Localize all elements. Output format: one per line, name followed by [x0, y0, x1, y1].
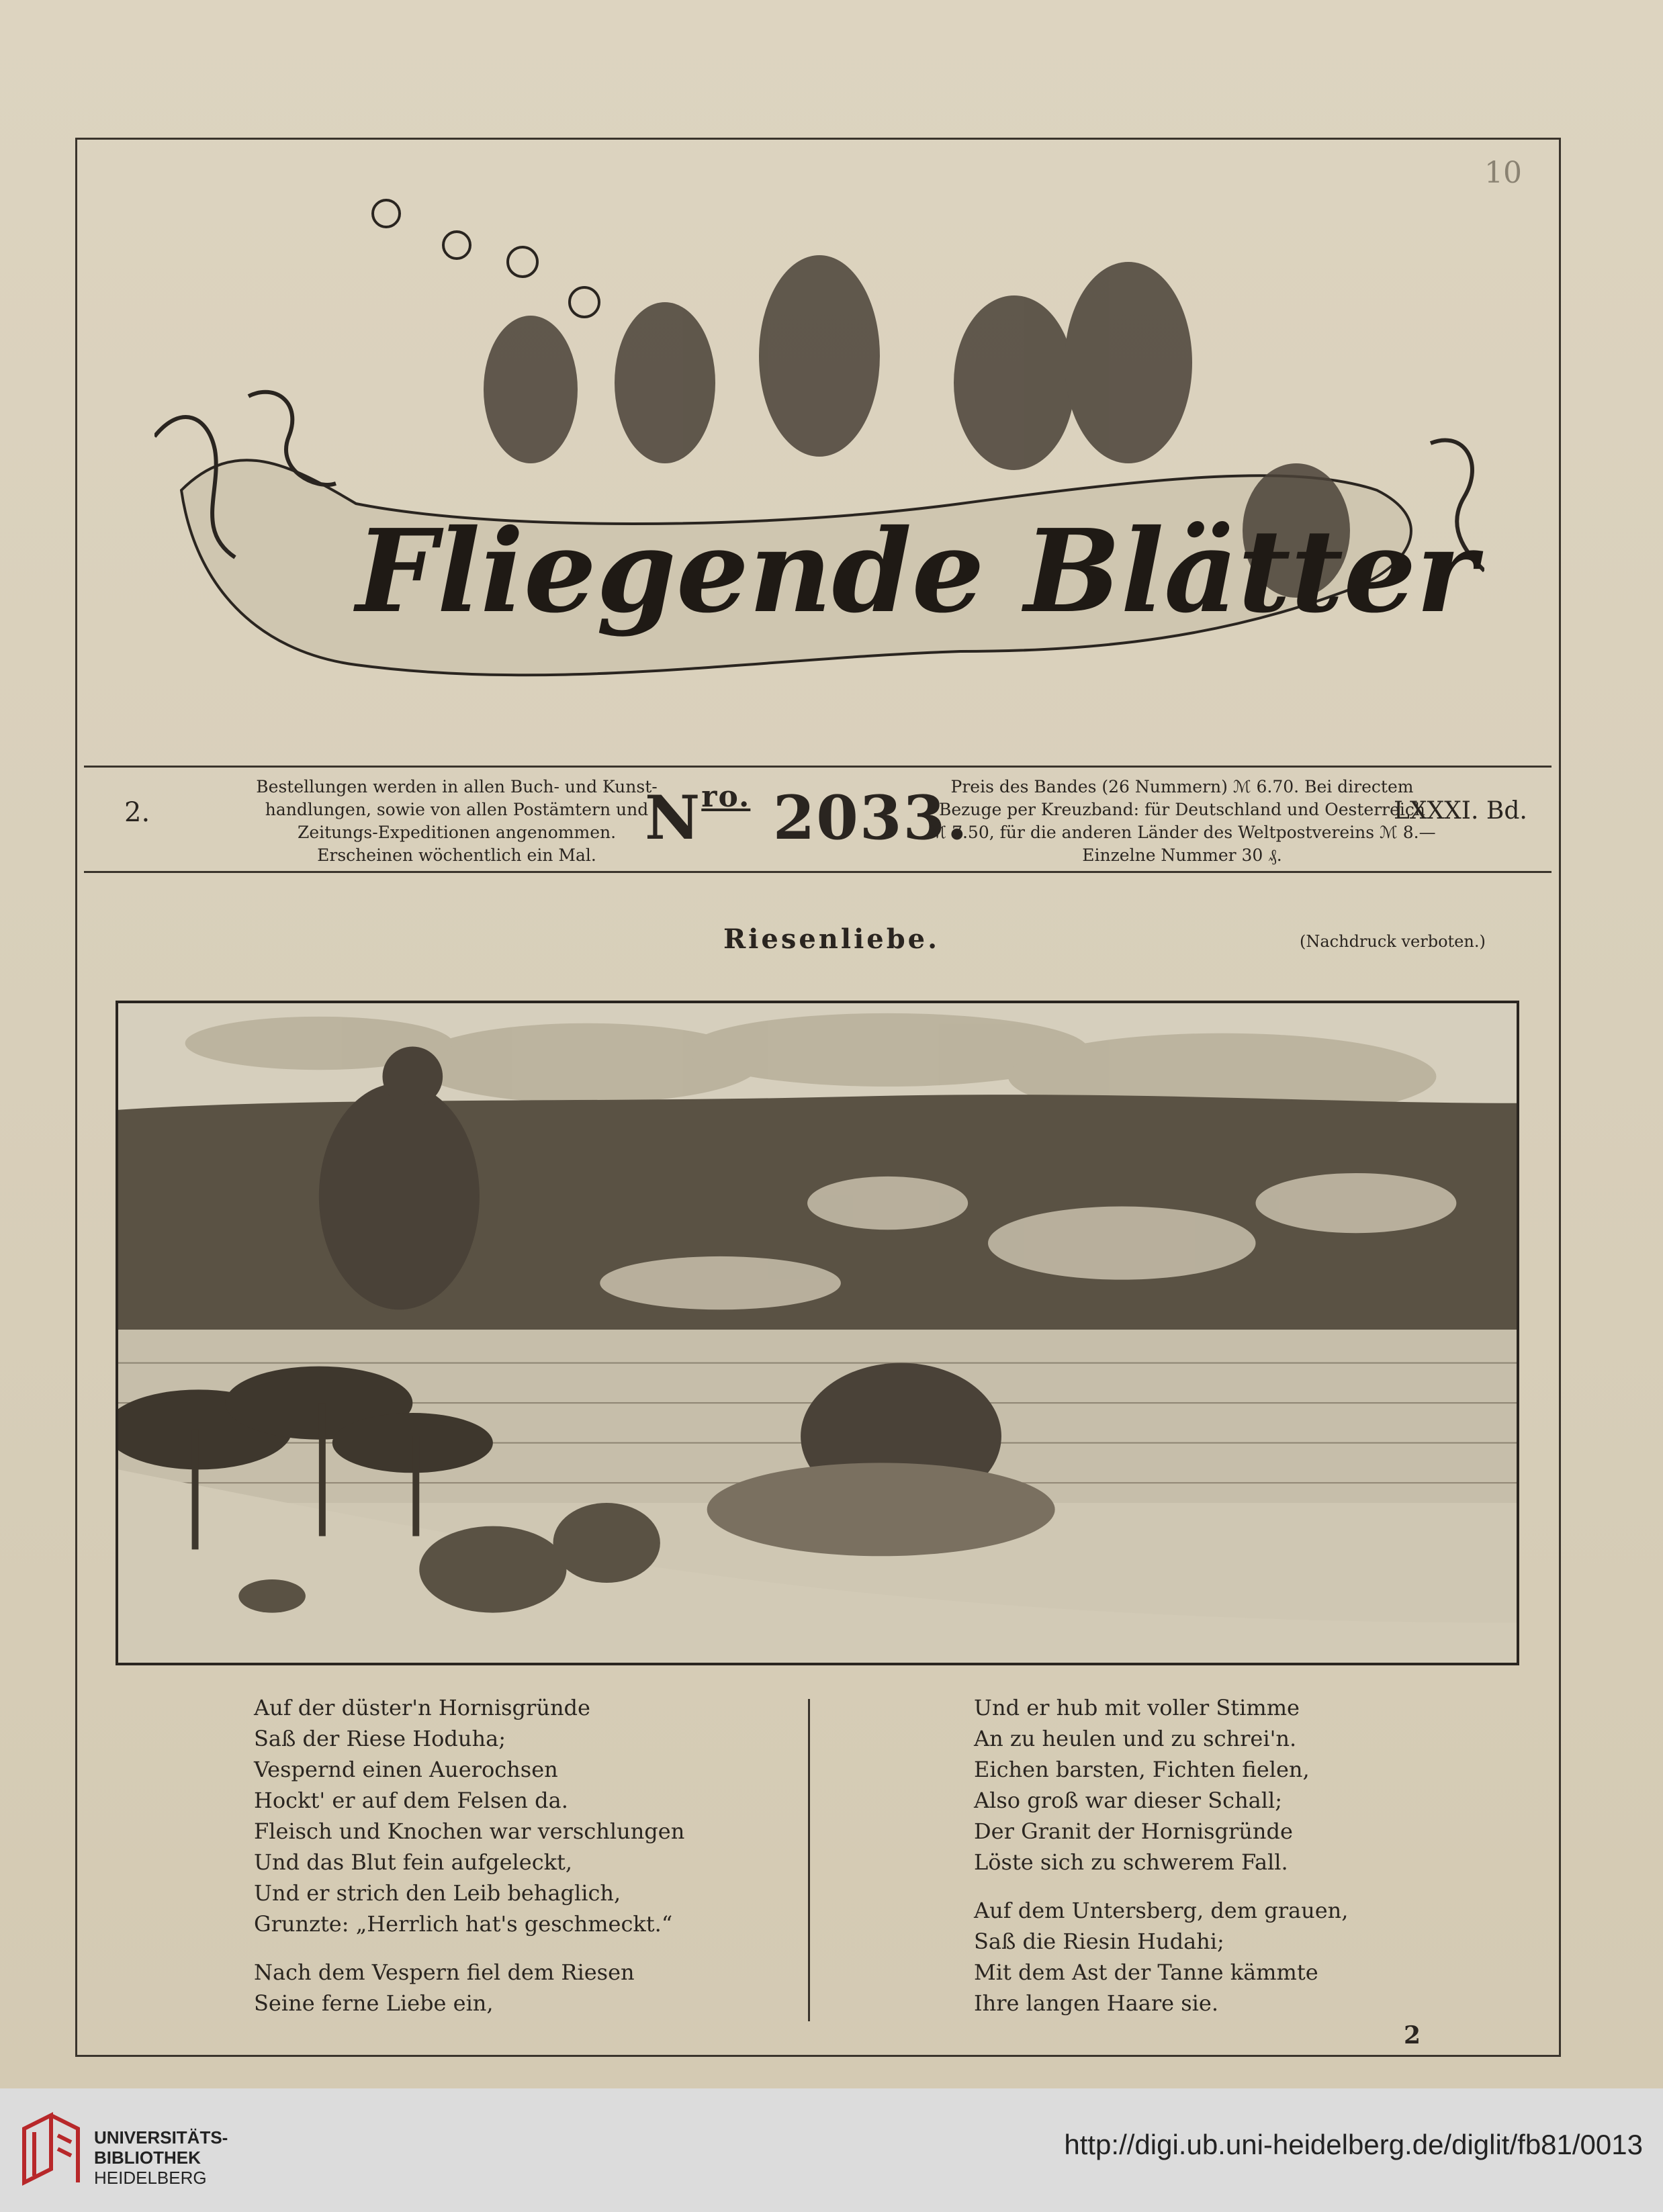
order-info — [191, 776, 722, 867]
poem-line: Und das Blut fein aufgeleckt, — [254, 1849, 573, 1875]
poem-line: Also groß war dieser Schall; — [974, 1788, 1282, 1813]
poem-line: Saß der Riese Hoduha; — [254, 1726, 506, 1751]
article-title: Riesenliebe. — [723, 923, 940, 955]
poem-line: Nach dem Vespern fiel dem Riesen — [254, 1960, 635, 1985]
nr-prefix: N — [645, 782, 702, 854]
price-line: Preis des Bandes (26 Nummern) ℳ 6.70. Bei directem — [950, 777, 1414, 796]
nr-value: 2033. — [772, 782, 969, 854]
stanza — [974, 1692, 1348, 1878]
order-line: Erscheinen wöchentlich ein Mal. — [317, 845, 596, 865]
masthead-illustration — [154, 181, 1484, 719]
stanza — [974, 1895, 1348, 2019]
stanza — [254, 1692, 684, 1939]
poem-line: Hockt' er auf dem Felsen da. — [254, 1788, 568, 1813]
soap-bubbles — [373, 200, 599, 317]
poem-line: Und er strich den Leib behaglich, — [254, 1880, 621, 1906]
nr-sup: ro. — [701, 780, 751, 814]
masthead — [154, 181, 1484, 719]
poem-line: Mit dem Ast der Tanne kämmte — [974, 1960, 1318, 1985]
giant-illustration — [116, 1001, 1519, 1665]
column-divider — [808, 1699, 810, 2021]
reprint-notice: (Nachdruck verboten.) — [1300, 932, 1486, 951]
library-line: UNIVERSITÄTS- — [94, 2127, 228, 2148]
volume-number: LXXXI. Bd. — [1394, 797, 1527, 825]
price-info — [917, 776, 1447, 867]
poem-line: Auf dem Untersberg, dem grauen, — [974, 1898, 1349, 1923]
price-line: Bezuge per Kreuzband: für Deutschland und Oesterreich — [939, 800, 1425, 819]
poem-line: Eichen barsten, Fichten fielen, — [974, 1757, 1310, 1782]
library-line: BIBLIOTHEK — [94, 2148, 201, 2168]
poem-line: Grunzte: „Herrlich hat's geschmeckt.“ — [254, 1911, 673, 1937]
stanza — [254, 1957, 684, 2019]
order-line: handlungen, sowie von allen Postämtern und — [265, 800, 649, 819]
poem-right-column — [974, 1692, 1348, 2036]
poem-line: Auf der düster'n Hornisgründe — [254, 1695, 590, 1720]
masthead-title: Fliegende Blätter — [356, 504, 1477, 639]
engraving-scene — [118, 1003, 1517, 1663]
poem-line: Und er hub mit voller Stimme — [974, 1695, 1300, 1720]
library-name — [94, 2127, 228, 2188]
library-logo-icon — [17, 2109, 85, 2189]
library-footer — [0, 2088, 1663, 2212]
poem-line: Vespernd einen Auerochsen — [254, 1757, 558, 1782]
poem-line: Saß die Riesin Hudahi; — [974, 1929, 1224, 1954]
signature-mark: 2 — [1404, 2021, 1421, 2049]
poem-line: Ihre langen Haare sie. — [974, 1990, 1219, 2016]
poem-line: Seine ferne Liebe ein, — [254, 1990, 494, 2016]
order-line: Zeitungs-Expeditionen angenommen. — [297, 823, 617, 842]
poem-line: An zu heulen und zu schrei'n. — [974, 1726, 1297, 1751]
poem-left-column — [254, 1692, 684, 2036]
price-line: ℳ 7.50, für die anderen Länder des Weltpostvereins ℳ 8.— — [928, 823, 1436, 842]
page-number-top: 10 — [1484, 156, 1522, 190]
price-line: Einzelne Nummer 30 ₰. — [1082, 845, 1282, 865]
library-line: HEIDELBERG — [94, 2168, 207, 2188]
poem-line: Der Granit der Hornisgründe — [974, 1818, 1293, 1844]
poem-line: Löste sich zu schwerem Fall. — [974, 1849, 1288, 1875]
poem-line: Fleisch und Knochen war verschlungen — [254, 1818, 685, 1844]
info-band — [84, 766, 1552, 873]
source-url[interactable]: http://digi.ub.uni-heidelberg.de/diglit/fb81/0013 — [1064, 2129, 1643, 2160]
order-line: Bestellungen werden in allen Buch- und Kunst- — [256, 777, 658, 796]
issue-number: 2. — [124, 797, 150, 828]
